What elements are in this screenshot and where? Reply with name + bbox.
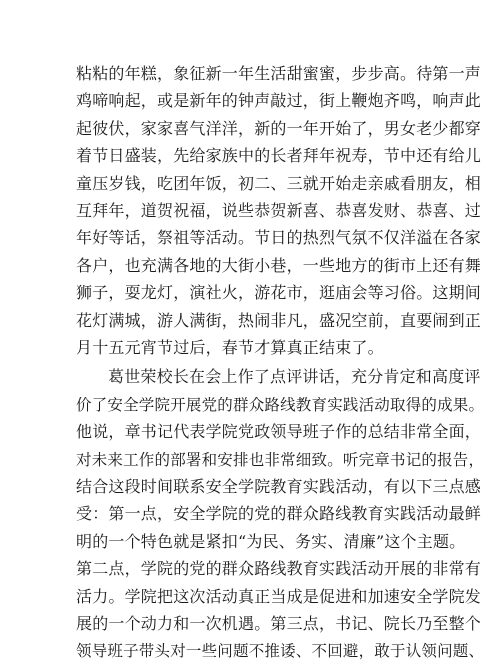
text-line: 第二点，学院的党的群众路线教育实践活动开展的非常有 bbox=[76, 559, 482, 578]
text-line: 鸡啼响起，或是新年的钟声敲过，街上鞭炮齐鸣，响声此 bbox=[76, 91, 482, 110]
text-line: 各户，也充满各地的大街小巷，一些地方的街市上还有舞 bbox=[76, 256, 482, 275]
text-line: 结合这段时间联系安全学院教育实践活动，有以下三点感 bbox=[76, 477, 482, 496]
text-line: 狮子，耍龙灯，演社火，游花市，逛庙会等习俗。这期间 bbox=[76, 283, 482, 302]
text-line: 明的一个特色就是紧扣“为民、务实、清廉”这个主题。 bbox=[76, 532, 466, 551]
text-line: 他说，章书记代表学院党政领导班子作的总结非常全面， bbox=[76, 422, 482, 441]
text-line: 对未来工作的部署和安排也非常细致。听完章书记的报告， bbox=[76, 451, 485, 469]
text-line: 活力。学院把这次活动真正当成是促进和加速安全学院发 bbox=[76, 587, 482, 606]
text-line: 年好等话，祭祖等活动。节日的热烈气氛不仅洋溢在各家 bbox=[76, 228, 482, 247]
text-line: 展的一个动力和一次机遇。第三点，书记、院长乃至整个 bbox=[76, 614, 482, 633]
text-line: 粘粘的年糕，象征新一年生活甜蜜蜜，步步高。待第一声 bbox=[76, 64, 482, 83]
text-line: 起彼伏，家家喜气洋洋，新的一年开始了，男女老少都穿 bbox=[76, 119, 482, 138]
text-line: 价了安全学院开展党的群众路线教育实践活动取得的成果。 bbox=[76, 396, 485, 414]
text-line: 受：第一点，安全学院的党的群众路线教育实践活动最鲜 bbox=[76, 504, 482, 523]
text-line: 花灯满城，游人满街，热闹非凡，盛况空前，直要闹到正 bbox=[76, 311, 482, 330]
text-line: 着节日盛装，先给家族中的长者拜年祝寿，节中还有给儿 bbox=[76, 146, 482, 165]
text-line: 互拜年，道贺祝福，说些恭贺新喜、恭喜发财、恭喜、过 bbox=[76, 201, 482, 220]
text-line: 领导班子带头对一些问题不推诿、不回避，敢于认领问题、 bbox=[76, 642, 485, 660]
text-line: 葛世荣校长在会上作了点评讲话，充分肯定和高度评 bbox=[108, 367, 481, 386]
text-line: 月十五元宵节过后，春节才算真正结束了。 bbox=[76, 338, 384, 357]
text-line: 童压岁钱，吃团年饭，初二、三就开始走亲戚看朋友，相 bbox=[76, 174, 482, 193]
